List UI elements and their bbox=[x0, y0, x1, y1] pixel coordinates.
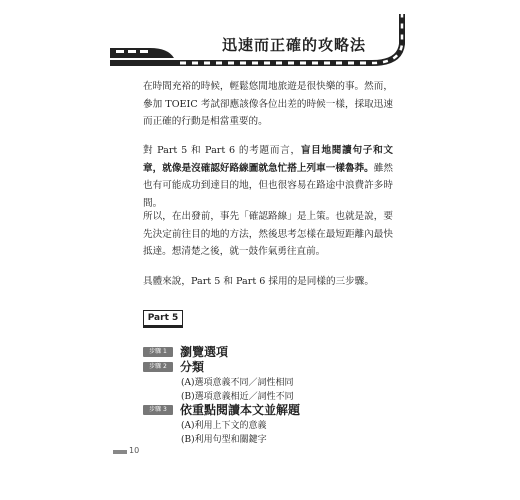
step-badge: 步驟 1 bbox=[143, 347, 173, 357]
chapter-header bbox=[110, 14, 410, 70]
step-title: 依重點閱讀本文並解題 bbox=[180, 403, 301, 417]
step-sub-item: (A)選項意義不同／詞性相同 bbox=[181, 378, 294, 388]
paragraph-emphasis: 盲目地閱讀句子和文章，就像是沒確認好路線圖就急忙搭上列車一樣魯莽。 bbox=[143, 145, 394, 174]
paragraph-text: 對 Part 5 和 Part 6 的考題而言， bbox=[143, 145, 301, 156]
paragraph-text: 雖然也有可能成功到達目的地，但也很容易在路途中浪費許多時間。 bbox=[143, 162, 394, 209]
paragraph-intro: 在時間充裕的時候，輕鬆悠閒地旅遊是很快樂的事。然而，參加 TOEIC 考試卻應該像各位出差的時候一樣，採取迅速而正確的行動是相當重要的。 bbox=[143, 81, 393, 127]
part-label: Part 5 bbox=[143, 310, 183, 328]
paragraph-route: 所以，在出發前，事先「確認路線」是上策。也就是說，要先決定前往目的地的方法，然後思考怎樣在最短距離內最快抵達。想清楚之後，就一鼓作氣勇往直前。 bbox=[143, 211, 393, 257]
step-sub-item: (B)利用句型和關鍵字 bbox=[181, 435, 267, 445]
step-sub-item: (A)利用上下文的意義 bbox=[181, 421, 267, 431]
paragraph-part5-6 bbox=[143, 142, 393, 212]
footer-bar bbox=[113, 450, 127, 454]
step-badge: 步驟 3 bbox=[143, 405, 173, 415]
page-number: 10 bbox=[129, 446, 140, 455]
paragraph-steps-intro: 具體來說，Part 5 和 Part 6 採用的是同樣的三步驟。 bbox=[143, 276, 374, 287]
step-sub-item: (B)選項意義相近／詞性不同 bbox=[181, 392, 294, 402]
page-title: 迅速而正確的攻略法 bbox=[221, 36, 366, 54]
step-title: 瀏覽選項 bbox=[180, 345, 229, 359]
step-title: 分類 bbox=[180, 360, 205, 374]
step-badge: 步驟 2 bbox=[143, 362, 173, 372]
